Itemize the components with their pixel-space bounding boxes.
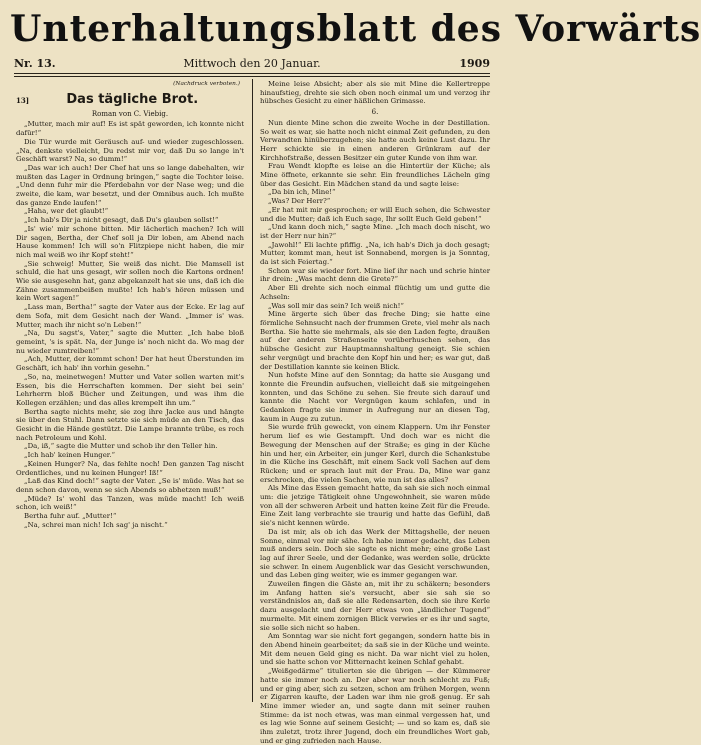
paragraph: Sie wurde früh geweckt, von einem Klappern. Um ihr Fenster herum lief es wie Gestampft. Und doch war es nicht die Bewegung der Menschen auf der Straße; es ging in der Küche hin und her, ein Arbeiter, ein junger Kerl, durch die Schankstube in die Küche ins Geschäft, mit einem Sack voll Sachen auf dem Rücken; und er sprach laut mit der Frau. Da, Mine war ganz erschrocken, die vielen Sachen, wie nun ist das alles? bbox=[260, 423, 490, 484]
story-title: Das tägliche Brot. bbox=[66, 91, 199, 107]
dateline bbox=[14, 56, 490, 72]
left-column bbox=[16, 80, 244, 702]
paragraph: Die Tür wurde mit Geräusch auf- und wieder zugeschlossen. „Na, denkste vielleicht, Du redst mir vor, daß Du so lange in't Geschäft warst? Na, so dumm!“ bbox=[16, 137, 244, 164]
paragraph: „Müde? Is' wohl das Tanzen, was müde macht! Ich weiß schon, ich weiß!“ bbox=[16, 494, 244, 512]
paragraph: „Und kann doch nich,“ sagte Mine. „Ich mach doch nischt, wo ist der Herr nur hin?“ bbox=[260, 223, 490, 240]
paragraph: „Sie schweig! Mutter, Sie weiß das nicht. Die Mamsell ist schuld, die hat uns gesagt, wir sollen noch die Kartons ordnen! Wie sie ausgesehn hat, ganz abgekanzelt hat sie uns, daß ich die Zähne zusammenbeißen mußte! Ich hab's hören müssen und kein Wort sagen!“ bbox=[16, 259, 244, 303]
paragraph: Bertha sagte nichts mehr, sie zog ihre Jacke aus und hängte sie über den Stuhl. Dann setzte sie sich müde an den Tisch, das Gesicht in die Hände gestützt. Die Lampe brannte trübe, es roch nach Petroleum und Kohl. bbox=[16, 407, 244, 442]
header-rule-bottom bbox=[14, 76, 490, 77]
paragraph: „Laß das Kind doch!“ sagte der Vater. „Se is' müde. Was hat se denn schon davon, wenn se sich Abends so abhetzen muß!“ bbox=[16, 477, 244, 494]
right-column-text bbox=[260, 119, 490, 745]
paragraph: „Ich hab' keinen Hunger.“ bbox=[24, 451, 116, 460]
paragraph: Da ist mir, als ob ich das Werk der Mittagshelle, der neuen Sonne, einmal vor mir sähe. Ich habe immer gedacht, das Leben muß anders sein. Doch sie sagte es nicht mehr; eine große Last lag auf ihrer Seele, und der Gedanke, was werden solle, drückte sie schwer. In einem Augenblick war das Gesicht verschwunden, und das Leben ging weiter, wie es immer gegangen war. bbox=[260, 527, 490, 580]
paragraph: Als Mine das Essen gemacht hatte, da sah sie sich noch einmal um: die jetzige Tätigkeit ohne Ungewohnheit, sie waren müde von all der schweren Arbeit und hatten keine Zeit für die Freude. Eine Zeit lang verbrachte sie traurig und hatte das Gefühl, daß sie's nicht kennen würde. bbox=[260, 484, 490, 528]
issue-date: Mittwoch den 20 Januar. bbox=[183, 57, 321, 70]
paragraph: „Das war ich auch! Der Chef hat uns so lange dabehalten, wir mußten das Lager in Ordnung bringen,“ sagte die Tochter leise. „Und denn fuhr mir die Pferdebahn vor der Nase weg; und die zweite, die kam, war besetzt, und der Omnibus auch. Ich mußte das ganze Ende laufen!“ bbox=[16, 163, 244, 207]
right-column bbox=[260, 80, 490, 745]
right-column-text-top bbox=[260, 80, 490, 106]
paragraph: „Da, iß,“ sagte die Mutter und schob ihr den Teller hin. bbox=[24, 442, 218, 451]
paragraph: „Mutter, mach mir auf! Es ist spät geworden, ich konnte nicht dafür!“ bbox=[16, 120, 244, 138]
masthead-title: Unterhaltungsblatt des Vorwärts bbox=[10, 8, 701, 50]
paragraph: „So, na, meinetwegen! Mutter und Vater sollen warten mit's Essen, bis die Herrschaften kommen. Der sieht bei sein' Lehrherrn bloß Bücher und Zeitungen, und was ihm die Kollegen erzählen; und das alles krempelt ihn um.“ bbox=[16, 372, 244, 407]
paragraph: Am Sonntag war sie nicht fort gegangen, sondern hatte bis in den Abend hinein gearbeitet; da saß sie in der Küche und weinte. Mit dem neuen Geld ging es nicht. Da war nicht viel zu holen, und sie hatte schon vor Mitternacht keinen Schlaf gehabt. bbox=[260, 632, 490, 667]
paragraph: „Lass man, Bertha!“ sagte der Vater aus der Ecke. Er lag auf dem Sofa, mit dem Gesicht nach der Wand. „Immer is' was. Mutter, mach ihr nicht so'n Leben!“ bbox=[16, 303, 244, 329]
paragraph: Bertha fuhr auf. „Mutter!“ bbox=[24, 512, 117, 521]
paragraph: „Keinen Hunger? Na, das fehlte noch! Den ganzen Tag nischt Ordentliches, und nu keinen Hunger! Iß!“ bbox=[16, 459, 244, 477]
story-byline: Roman von C. Viebig. bbox=[91, 109, 169, 118]
reprint-note: (Nachdruck verboten.) bbox=[173, 81, 240, 87]
paragraph: „Da bin ich, Mine!“ bbox=[268, 188, 336, 197]
paragraph: „Ich hab's Dir ja nicht gesagt, daß Du's glauben sollst!“ bbox=[24, 216, 219, 225]
issue-year: 1909 bbox=[459, 57, 490, 70]
paragraph: Aber Eli drehte sich noch einmal flüchtig um und gutte die Achseln: bbox=[260, 284, 490, 301]
paragraph: Mine ärgerte sich über das freche Ding; sie hatte eine förmliche Sehnsucht nach der frummen Grete, viel mehr als nach Bertha. Sie hatte sie mehrmals, als sie den Laden fegte, draußen auf der anderen Straßenseite vorüberhuschen sehen, das hübsche Gesicht zur Hauptmannshaltung geneigt. Sie schien sehr vergnügt und brachte den Kopf hin und her; es war gut, daß der Destillation kannte sie keinen Blick. bbox=[260, 310, 490, 371]
header-rule-top bbox=[14, 73, 490, 74]
paragraph: „Na, Du sagst's, Vater,“ sagte die Mutter. „Ich habe bloß gemeint, 's is spät. Na, der Junge is' noch nicht da. Wo mag der nu wieder rumtreiben!“ bbox=[16, 329, 244, 355]
paragraph: Zuweilen fingen die Gäste an, mit ihr zu schäkern; besonders im Anfang hatten sie's versucht, aber sie sah sie so verständnislos an, daß sie alle Redensarten, doch sie ihre Kerle dazu ausgelacht und der Herr etwas von „ländlicher Tugend“ murmelte. Mit einem zornigen Blick verwies er es ihr und sagte, sie solle sich nicht so haben. bbox=[260, 580, 490, 632]
paragraph: „Weißgedärme“ titulierten sie die übrigen — der Kümmerer hatte sie immer noch an. Der aber war noch schlecht zu Fuß; und er ging aber, sich zu setzen, schon am frühen Morgen, wenn er Zigarren kaufte, der Laden war ihm nie groß genug. Er sah Mine immer wieder an, und sagte dann mit seiner rauhen Stimme: da ist noch etwas, was man einmal vergessen hat, und es lag wie Sonne auf seinem Gesicht; — und so kam es, daß sie ihm zuletzt, trotz ihrer Jugend, doch ein freundliches Wort gab, und er ging zufrieden nach Hause. bbox=[260, 667, 490, 745]
column-divider bbox=[252, 79, 253, 702]
paragraph: „Was soll mir das sein? Ich weiß nich!“ bbox=[268, 301, 404, 310]
paragraph: Nun diente Mine schon die zweite Woche in der Destillation. So weit es war, sie hatte noch nicht einmal Zeit gefunden, zu den Verwandten hinüberzugehen; sie hatte auch keine Lust dazu. Ihr Herr schickte sie in einen anderen Grünkram auf der Kirchhofstraße, dessen Besitzer ein guter Kunde von ihm war. bbox=[260, 118, 490, 162]
left-column-text bbox=[16, 120, 244, 529]
paragraph: Nun hofste Mine auf den Sonntag; da hatte sie Ausgang und konnte die Freundin aufsuchen, vielleicht daß sie mitgeingehen konnten, und das Schöne zu sehen. Sie freute sich darauf und kannte die Nacht vor Vergnügen kaum schlafen, und in Gedanken fragte sie immer in Aufregung nur an diesen Tag, kaum in Auge zu zutun. bbox=[260, 371, 490, 423]
chapter-number: 6. bbox=[371, 108, 379, 117]
story-heading bbox=[16, 89, 244, 109]
paragraph: „Er hat mit mir gesprochen; er will Euch sehen, die Schwester und die Mutter; daß ich Euch sage, Ihr sollt Euch Geld geben!“ bbox=[260, 205, 490, 223]
issue-number: Nr. 13. bbox=[14, 57, 56, 70]
paragraph: Schon war sie wieder fort. Mine lief ihr nach und schrie hinter ihr drein: „Was macht denn die Grete?“ bbox=[260, 266, 490, 284]
paragraph: „Is' wie' mir schone bitten. Mir lächerlich machen? Ich will Dir sagen, Bertha, der Chef soll ja Dir loben, am Abend nach Hause kommen! Ich will so'n Flitzpiepe nicht haben, die mir nich mal weiß wo ihr Kopf steht!“ bbox=[16, 224, 244, 259]
paragraph: „Ach, Mutter, der kommt schon! Der hat heut Überstunden im Geschäft, ich hab' ihn vorhin gesehn.“ bbox=[16, 355, 244, 373]
paragraph: Meine leise Absicht; aber als sie mit Mine die Kellertreppe hinaufstieg, drehte sie sich oben noch einmal um und verzog ihr hübsches Gesicht zu einer häßlichen Grimasse. bbox=[260, 80, 490, 106]
installment-marker: 13] bbox=[16, 95, 30, 105]
paragraph: Frau Wendt klopfte es leise an die Hintertür der Küche; als Mine öffnete, erkannte sie sehr. Ein freundliches Lächeln ging über das Gesicht. Ein Mädchen stand da und sagte leise: bbox=[260, 162, 490, 188]
paragraph: „Haha, wer det glaubt!“ bbox=[24, 207, 109, 216]
paragraph: „Na, schrei man nich! Ich sag' ja nischt.“ bbox=[24, 520, 168, 529]
paragraph: „Jawohl!“ Eli lachte pfiffig. „Na, ich hab's Dich ja doch gesagt; Mutter, kommt man, heut ist Sonnabend, morgen is ja Sonntag, da ist sich Feiertag.“ bbox=[260, 240, 490, 267]
paragraph: „Was? Der Herr?“ bbox=[268, 197, 331, 206]
